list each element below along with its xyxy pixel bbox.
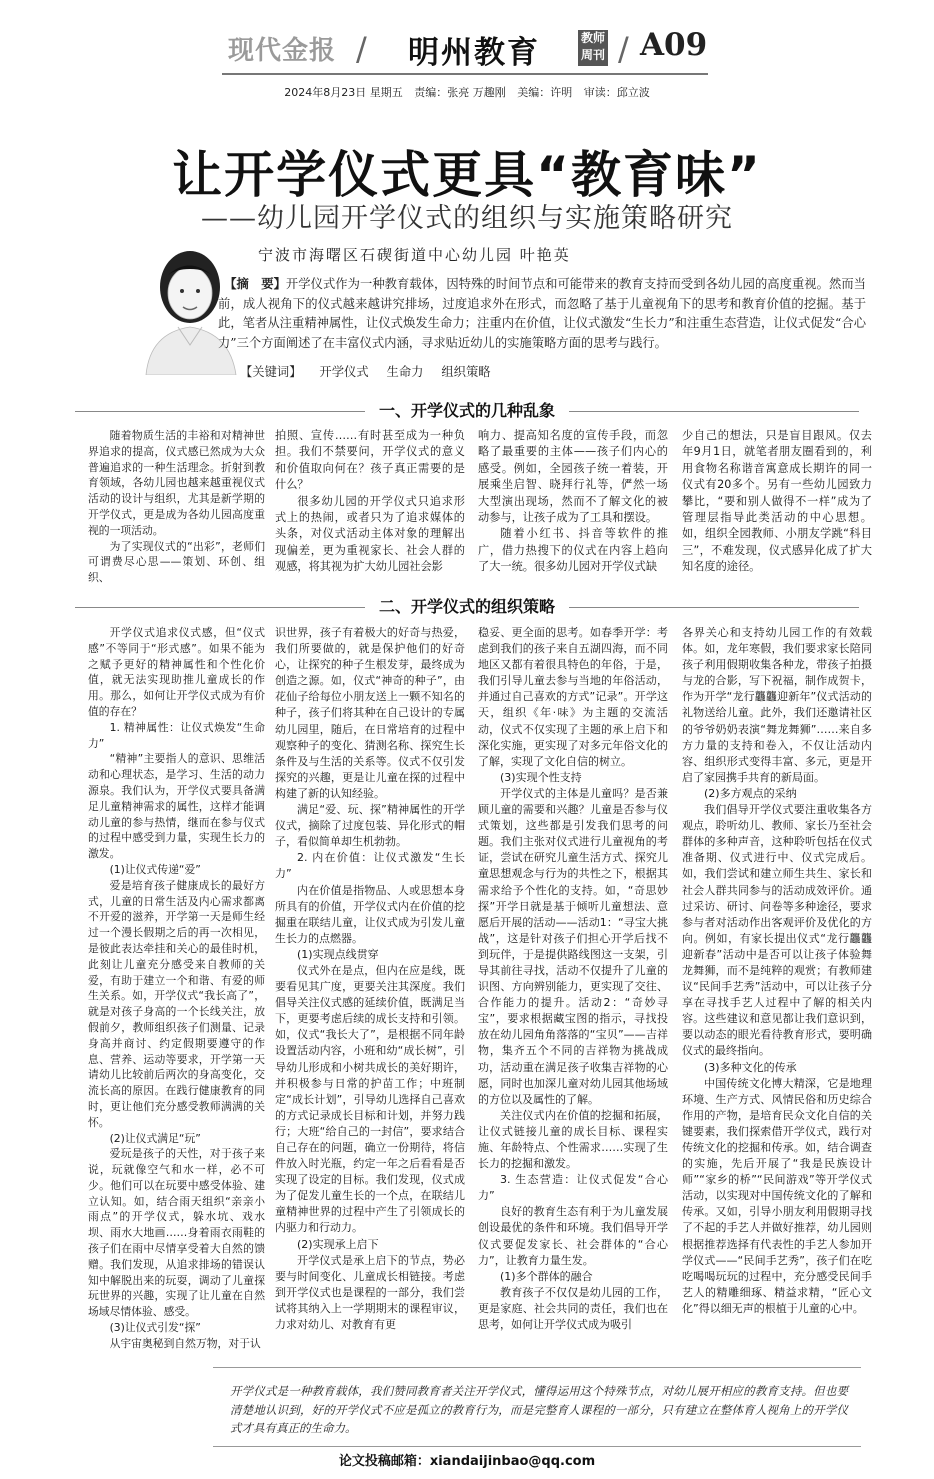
paragraph: 爱玩是孩子的天性，对于孩子来说，玩就像空气和水一样，必不可少。他们可以在玩要中感受体验、建立认知。如，结合雨天组织“亲亲小雨点”的开学仪式，躲水坑、戏水坝、雨水大地画……身着雨衣雨鞋的孩子们在雨中尽情享受着大自然的馈赠。我们发现，从追求排场的错误认知中解脱出来的玩耍，调动了儿童探玩世界的兴趣，实现了让儿童在自然场域尽情体验、感受。 xyxy=(88,1147,265,1319)
subheading: (1)让仪式传递“爱” xyxy=(109,862,201,876)
sec2-column-1 xyxy=(88,625,265,1352)
author-byline: 宁波市海曙区石碶街道中心幼儿园 叶艳英 xyxy=(258,246,571,264)
section-name: 明州教育 xyxy=(408,35,540,71)
editor-note: 开学仪式是一种教育载体，我们赞同教育者关注开学仪式，懂得运用这个特殊节点，对幼儿展开相应的教育支持。但也要清楚地认识到，好的开学仪式不应是孤立的教育行为，而是完整育人课程的一部分，只有建立在整体育人视角上的开学仪式才具有真正的生命力。 xyxy=(230,1384,848,1435)
proof-credit: 审读：邱立波 xyxy=(583,86,650,99)
paragraph: 稳妥、更全面的思考。如春季开学：考虑到我们的孩子来自五湖四海，而不同地区又都有着很具特色的年俗，于是，我们引导儿童去参与当地的年俗活动，并通过自己喜欢的方式”记录”。开学这天，组织《年·味》为主题的交流活动，仪式不仅实现了主题的承上启下和深化实施，更实现了对多元年俗文化的了解，实现了文化自信的树立。 xyxy=(478,626,668,768)
sec2-column-3 xyxy=(478,625,668,1333)
subheading: (2)多方观点的采纳 xyxy=(704,786,797,800)
paragraph: 中国传统文化博大精深，它是地理环境、生产方式、风情民俗和历史综合作用的产物，是培育民众文化自信的关键要素，我们探索借开学仪式，践行对传统文化的挖掘和传承。如，结合调查的实施，先后开展了“我是民族设计师”“家乡的桥”“民间游戏”等开学仪式活动，以实现对中国传统文化的了解和传承。又如，引导小朋友利用假期寻找了不起的手艺人并做好推荐，幼儿园则根据推荐选择有代表性的手艺人参加开学仪式——“民间手艺秀”，孩子们在吃吃喝喝玩玩的过程中，充分感受民间手艺人的精雕细琢、精益求精，“匠心文化”得以细无声的根植于儿童的心中。 xyxy=(682,1076,872,1315)
subheading: (3)实现个性支持 xyxy=(500,770,582,784)
sec1-column-2 xyxy=(275,428,465,576)
paragraph: 响力、提高知名度的宣传手段，而忽略了最重要的主体——孩子们内心的感受。例如，全园孩子统一着装，开展乘坐启智、晓拜行礼等，俨然一场大型演出现场，然而不了解文化的被动参与，让孩子成为了工具和摆设。 xyxy=(478,429,668,525)
paragraph: 随着小红书、抖音等软件的推广，借力热搜下的仪式在内容上趋向了大一统。很多幼儿园对开学仪式缺 xyxy=(478,527,668,574)
section-heading-text: 一、开学仪式的几种乱象 xyxy=(378,401,555,420)
page-number: A09 xyxy=(640,27,708,63)
paragraph: 内在价值是指物品、人或思想本身所具有的价值，开学仪式内在价值的挖掘重在联结儿童，让仪式成为引发儿童生长力的点燃器。 xyxy=(275,883,465,945)
editor-credit: 责编：张亮 万趣刚 xyxy=(414,86,506,99)
badge-line-2: 周刊 xyxy=(580,48,605,62)
subheading: (3)让仪式引发“探” xyxy=(109,1321,201,1335)
paragraph: 随着物质生活的丰裕和对精神世界追求的提高，仪式感已然成为大众普遍追求的一种生活理念。折射到教育领域，各幼儿园也越来越重视仪式活动的设计与组织，尤其是新学期的开学仪式，更是成为各幼儿园高度重视的一项活动。 xyxy=(88,429,265,537)
paragraph: 少自己的想法，只是盲目跟风。仅去年9月1日，就笔者朋友圈看到的，利用食物名称谐音寓意成长期许的同一仪式有20多个。另有一些幼儿园致力攀比，“要和别人做得不一样”成为了管理层指导此类活动的中心思想。如，组织全园教师、小朋友学跳“科目三”，不难发现，仪式感异化成了扩大知名度的途径。 xyxy=(682,429,872,574)
badge-line-1: 教师 xyxy=(580,31,605,45)
abstract xyxy=(218,274,866,353)
keyword: 开学仪式 xyxy=(319,365,369,379)
sec2-column-2 xyxy=(275,625,465,1333)
sec1-column-1 xyxy=(88,428,265,586)
paragraph: 仪式外在是点，但内在应是线，既要看见其广度，更要关注其深度。我们倡导关注仪式感的延续价值，既满足当下，更要考虑后续的成长支持和引领。如，仪式“我长大了”，是根据不同年龄设置活动内容，小班和幼“成长树”，引导幼儿形成和小树共成长的美好期许，并积极参与日常的护苗工作；中班制定“成长计划”，引导幼儿选择自己喜欢的方式记录成长目标和计划，并努力践行；大班“给自己的一封信”，要求结合自己存在的问题，确立一份期待，将信件放入时光瓶，约定一年之后看看是否实现了设定的目标。我们发现，仪式成为了促发儿童生长的一个点，在联结儿童精神世界的过程中产生了引领成长的内驱力和行动力。 xyxy=(275,963,465,1235)
sec2-column-4 xyxy=(682,625,872,1317)
keywords-label: 【关键词】 xyxy=(240,365,302,379)
paragraph: 从宇宙奥秘到自然万物，对于认 xyxy=(109,1336,261,1350)
paragraph: 各界关心和支持幼儿园工作的有效载体。如，龙年寒假，我们要求家长陪同孩子利用假期收集各种龙，带孩子拍摄与龙的合影，写下祝福，制作成贺卡，作为开学“龙行龘龘迎新年”仪式活动的礼物送给儿童。此外，我们还邀请社区的爷爷奶奶表演“舞龙舞狮”……来自多方力量的支持和卷入，不仅让活动内容、组织形式变得丰富、多元，更是开启了家园携手共育的新局面。 xyxy=(682,626,872,784)
section-heading-text: 二、开学仪式的组织策略 xyxy=(378,597,555,616)
paragraph: 很多幼儿园的开学仪式只追求形式上的热闹，或者只为了追求媒体的头条，对仪式活动主体对象的理解出现偏差，更为重视家长、社会人群的观感，将其视为扩大幼儿园社会影 xyxy=(275,494,465,574)
paragraph: “精神”主要指人的意识、思维活动和心理状态，是学习、生活的动力源泉。我们认为，开学仪式要具备满足儿童精神需求的属性，这样才能调动儿童的参与热情，继而在参与仪式的过程中感受到力量，实现生长力的激发。 xyxy=(88,752,265,861)
masthead-divider: / xyxy=(356,30,367,68)
paragraph: 拍照、宣传……有时甚至成为一种负担。我们不禁要问，开学仪式的意义和价值取向何在？孩子真正需要的是什么？ xyxy=(275,429,465,492)
paragraph: 教育孩子不仅仅是幼儿园的工作，更是家庭、社会共同的责任，我们也在思考，如何让开学仪式成为吸引 xyxy=(478,1285,668,1332)
subheading: (1)实现点线贯穿 xyxy=(297,947,379,961)
paragraph: 关注仪式内在价值的挖掘和拓展，让仪式链接儿童的成长目标、课程实施、年龄特点、个性需求……实现了生长力的挖掘和激发。 xyxy=(478,1108,668,1171)
article-title: 让开学仪式更具“教育味” xyxy=(172,146,762,204)
masthead-divider: / xyxy=(618,30,629,68)
subheading: 3. 生态营造：让仪式促发“合心力” xyxy=(478,1173,668,1203)
subheading: 2. 内在价值：让仪式激发“生长力” xyxy=(275,851,465,881)
designer-credit: 美编：许明 xyxy=(517,86,573,99)
section-heading-1 xyxy=(0,398,934,421)
brand-name: 现代金报 xyxy=(228,36,337,66)
subheading: (1)多个群体的融合 xyxy=(500,1269,593,1283)
weekly-badge xyxy=(578,30,608,66)
section-heading-2 xyxy=(0,594,934,617)
subheading: (3)多种文化的传承 xyxy=(704,1060,797,1074)
paragraph: 爱是培育孩子健康成长的最好方式，儿童的日常生活及内心需求都离不开爱的滋养，开学第一天是师生经过一个漫长假期之后的再一次相见，是彼此表达牵挂和关心的最佳时机，此刻让儿童充分感受来自教师的关爱，有助于建立一个和谐、有爱的师生关系。如，开学仪式“我长高了”，就是对孩子身高的一个长线关注，放假前夕，教师组织孩子们测量、记录身高并商讨、约定假期要遵守的作息、营养、运动等要求，开学第一天请幼儿比较前后两次的身高变化，交流长高的原因。在践行健康教育的同时，更让他们充分感受教师满满的关怀。 xyxy=(88,878,265,1129)
paragraph: 开学仪式是承上启下的节点，势必要与时间变化、儿童成长相链接。考虑到开学仪式也是课程的一部分，我们尝试将其纳入上一学期期末的课程审议，力求对幼儿、对教育有更 xyxy=(275,1253,465,1332)
paragraph: 良好的教育生态有利于为儿童发展创设最优的条件和环境。我们倡导开学仪式要促发家长、社会群体的“合心力”，让教育力量生发。 xyxy=(478,1205,668,1267)
masthead xyxy=(0,0,934,82)
issue-date: 2024年8月23日 星期五 xyxy=(284,86,403,99)
keyword: 组织策略 xyxy=(441,365,491,379)
subheading: (2)实现承上启下 xyxy=(297,1237,379,1251)
submission-email[interactable]: 论文投稿邮箱：xiandaijinbao@qq.com xyxy=(338,1454,596,1469)
paragraph: 识世界，孩子有着极大的好奇与热爱，我们所要做的，就是保护他们的好奇心，让探究的种子生根发芽，最终成为创造之源。如，仪式“神奇的种子”，由花仙子给每位小朋友送上一颗不知名的种子，孩子们将其种在自己设计的专属幼儿园里，随后，在日常培育的过程中观察种子的变化、猜测名称、探究生长条件及与生活的关系等。仪式不仅引发探究的兴趣，更是让儿童在探的过程中构建了新的认知经验。 xyxy=(275,626,465,800)
article-subtitle: ——幼儿园开学仪式的组织与实施策略研究 xyxy=(201,203,733,234)
keyword: 生命力 xyxy=(386,365,424,379)
abstract-label: 【摘 要】 xyxy=(230,276,286,291)
paragraph: 满足“爱、玩、探”精神属性的开学仪式，摘除了过度包装、异化形式的帽子，看似简单却生机勃勃。 xyxy=(275,803,465,849)
paragraph: 为了实现仪式的“出彩”，老师们可谓费尽心思——策划、环创、组织、 xyxy=(88,539,265,585)
dateline xyxy=(0,84,934,100)
masthead-rule xyxy=(222,73,708,75)
sec1-column-3 xyxy=(478,428,668,576)
paragraph: 我们倡导开学仪式要注重收集各方观点，聆听幼儿、教师、家长乃至社会群体的多种声音，这种聆听包括在仪式准备期、仪式进行中、仪式完成后。如，我们尝试和建立师生共生、家长和社会人群共同参与的活动成效评价。通过采访、研讨、问卷等多种途径，要求参与者对活动作出客观评价及优化的方向。例如，有家长提出仪式“龙行龘龘迎新春”活动中是否可以让孩子体验舞龙舞狮，而不是纯粹的观赏；有教师建议“民间手艺秀”活动中，可以让孩子分享在寻找手艺人过程中了解的相关内容。这些建议和意见都让我们意识到，要以动态的眼光看待教育形式，要明确仪式的最终指向。 xyxy=(682,803,872,1058)
paragraph: 开学仪式的主体是儿童吗？是否兼顾儿童的需要和兴趣？儿童是否参与仪式策划，这些都是引发我们思考的问题。我们主张对仪式进行儿童视角的考证，尝试在研究儿童生活方式、探究儿童思想观念与行为的共性之下，根据其需求给予个性化的支持。如，“奇思妙探”开学日就是基于倾听儿童想法、意愿后开展的活动——活动1：“寻宝大挑战”，这是针对孩子们担心开学后找不到玩伴，于是提供路线图这一支架，引导其前往寻找，活动不仅提升了儿童的识图、方向辨别能力，更实现了交往、合作能力的提升。活动2：“奇妙寻宝”，要求根据藏宝图的指示，寻找投放在幼儿园角角落落的“宝贝”——吉祥物，集齐五个不同的吉祥物为挑战成功，活动重在满足孩子收集吉祥物的心愿，同时也加深儿童对幼儿园其他场域的方位以及属性的了解。 xyxy=(478,786,668,1106)
subheading: (2)让仪式满足“玩” xyxy=(109,1131,201,1145)
keywords xyxy=(240,362,505,380)
paragraph: 开学仪式追求仪式感，但“仪式感”不等同于“形式感”。如果不能为之赋予更好的精神属性和个性化价值，就无法实现助推儿童成长的作用。那么，如何让开学仪式成为有价值的存在？ xyxy=(88,626,265,718)
subheading: 1. 精神属性：让仪式焕发“生命力” xyxy=(88,720,265,750)
abstract-text: 开学仪式作为一种教育载体，因特殊的时间节点和可能带来的教育支持而受到各幼儿园的高度重视。然而当前，成人视角下的仪式越来越讲究排场，过度追求外在形式，而忽略了基于儿童视角下的思考和教育价值的挖掘。基于此，笔者从注重精神属性，让仪式焕发生命力；注重内在价值，让仪式激发“生长力”和注重生态营造，让仪式促发“合心力”三个方面阐述了在丰富仪式内涵，寻求贴近幼儿的实施策略方面的思考与践行。 xyxy=(218,277,866,350)
sec1-column-4 xyxy=(682,428,872,576)
